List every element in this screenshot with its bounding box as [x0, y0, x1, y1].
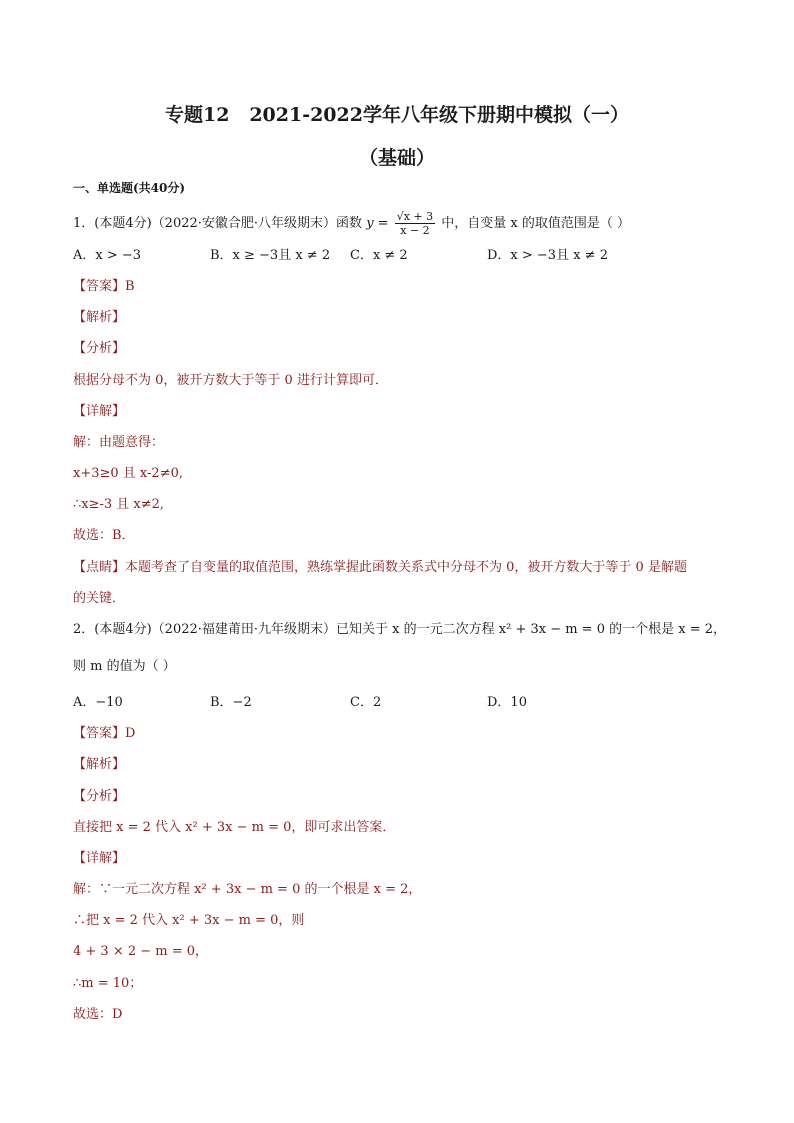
page-title-line1: 专题12 2021-2022学年八年级下册期中模拟（一）	[165, 104, 629, 126]
q1-option-d: D．x > −3且 x ≠ 2	[487, 248, 608, 263]
q2-detail-line: 故选：D	[73, 1007, 123, 1022]
question-1-stem	[73, 206, 630, 242]
question-1-stem-before: 1．(本题4分)（2022·安徽合肥·八年级期末）函数	[73, 216, 363, 231]
q1-detail-line: x+3≥0 且 x-2≠0,	[73, 466, 183, 481]
q1-detail-line: 故选：B．	[73, 528, 135, 543]
section-heading: 一、单选题(共40分)	[73, 181, 186, 195]
q2-analysis-tag: 【解析】	[73, 757, 126, 772]
question-2-stem-line1: 2．(本题4分)（2022·福建莆田·九年级期末）已知关于 x 的一元二次方程 x² + 3x − m = 0 的一个根是 x = 2，	[73, 622, 727, 637]
q2-fenxi-tag: 【分析】	[73, 789, 126, 804]
q1-detail-tag: 【详解】	[73, 404, 126, 419]
q1-option-a: A．x > −3	[73, 248, 142, 263]
q2-option-c: C．2	[350, 695, 382, 710]
q2-detail-line: ∴把 x = 2 代入 x² + 3x − m = 0，则	[73, 913, 305, 928]
q1-answer: 【答案】B	[73, 279, 135, 294]
q1-option-c: C．x ≠ 2	[350, 248, 408, 263]
q1-analysis-tag: 【解析】	[73, 310, 126, 325]
q1-fenxi-text: 根据分母不为 0，被开方数大于等于 0 进行计算即可．	[73, 373, 388, 388]
q1-comment-line2: 的关键．	[73, 591, 126, 606]
q2-answer: 【答案】D	[73, 726, 136, 741]
function-fraction	[395, 210, 435, 237]
fraction-numerator: √x + 3	[396, 210, 434, 223]
q1-fenxi-tag: 【分析】	[73, 341, 126, 356]
function-y: y =	[366, 216, 389, 231]
q2-detail-line: 4 + 3 × 2 − m = 0，	[73, 944, 209, 959]
q2-option-d: D．10	[487, 695, 527, 710]
q2-detail-tag: 【详解】	[73, 851, 126, 866]
q1-comment-line1: 【点睛】本题考查了自变量的取值范围，熟练掌握此函数关系式中分母不为 0，被开方数大于等于 0 是解题	[73, 560, 687, 575]
q2-option-b: B．−2	[210, 695, 252, 710]
q1-detail-line: 解：由题意得：	[73, 435, 165, 450]
q2-detail-line: 解：∵一元二次方程 x² + 3x − m = 0 的一个根是 x = 2，	[73, 882, 422, 897]
question-1-stem-after: 中，自变量 x 的取值范围是（ ）	[441, 216, 630, 231]
q2-detail-line: ∴m = 10；	[73, 976, 143, 991]
q1-detail-line: ∴x≥-3 且 x≠2,	[73, 497, 165, 512]
fraction-denominator: x − 2	[400, 224, 430, 237]
q2-fenxi-text: 直接把 x = 2 代入 x² + 3x − m = 0，即可求出答案．	[73, 820, 396, 835]
q1-option-b: B．x ≥ −3且 x ≠ 2	[210, 248, 331, 263]
q2-option-a: A．−10	[73, 695, 123, 710]
question-2-stem-line2: 则 m 的值为（ ）	[73, 659, 176, 674]
page-title-line2: （基础）	[358, 147, 435, 169]
